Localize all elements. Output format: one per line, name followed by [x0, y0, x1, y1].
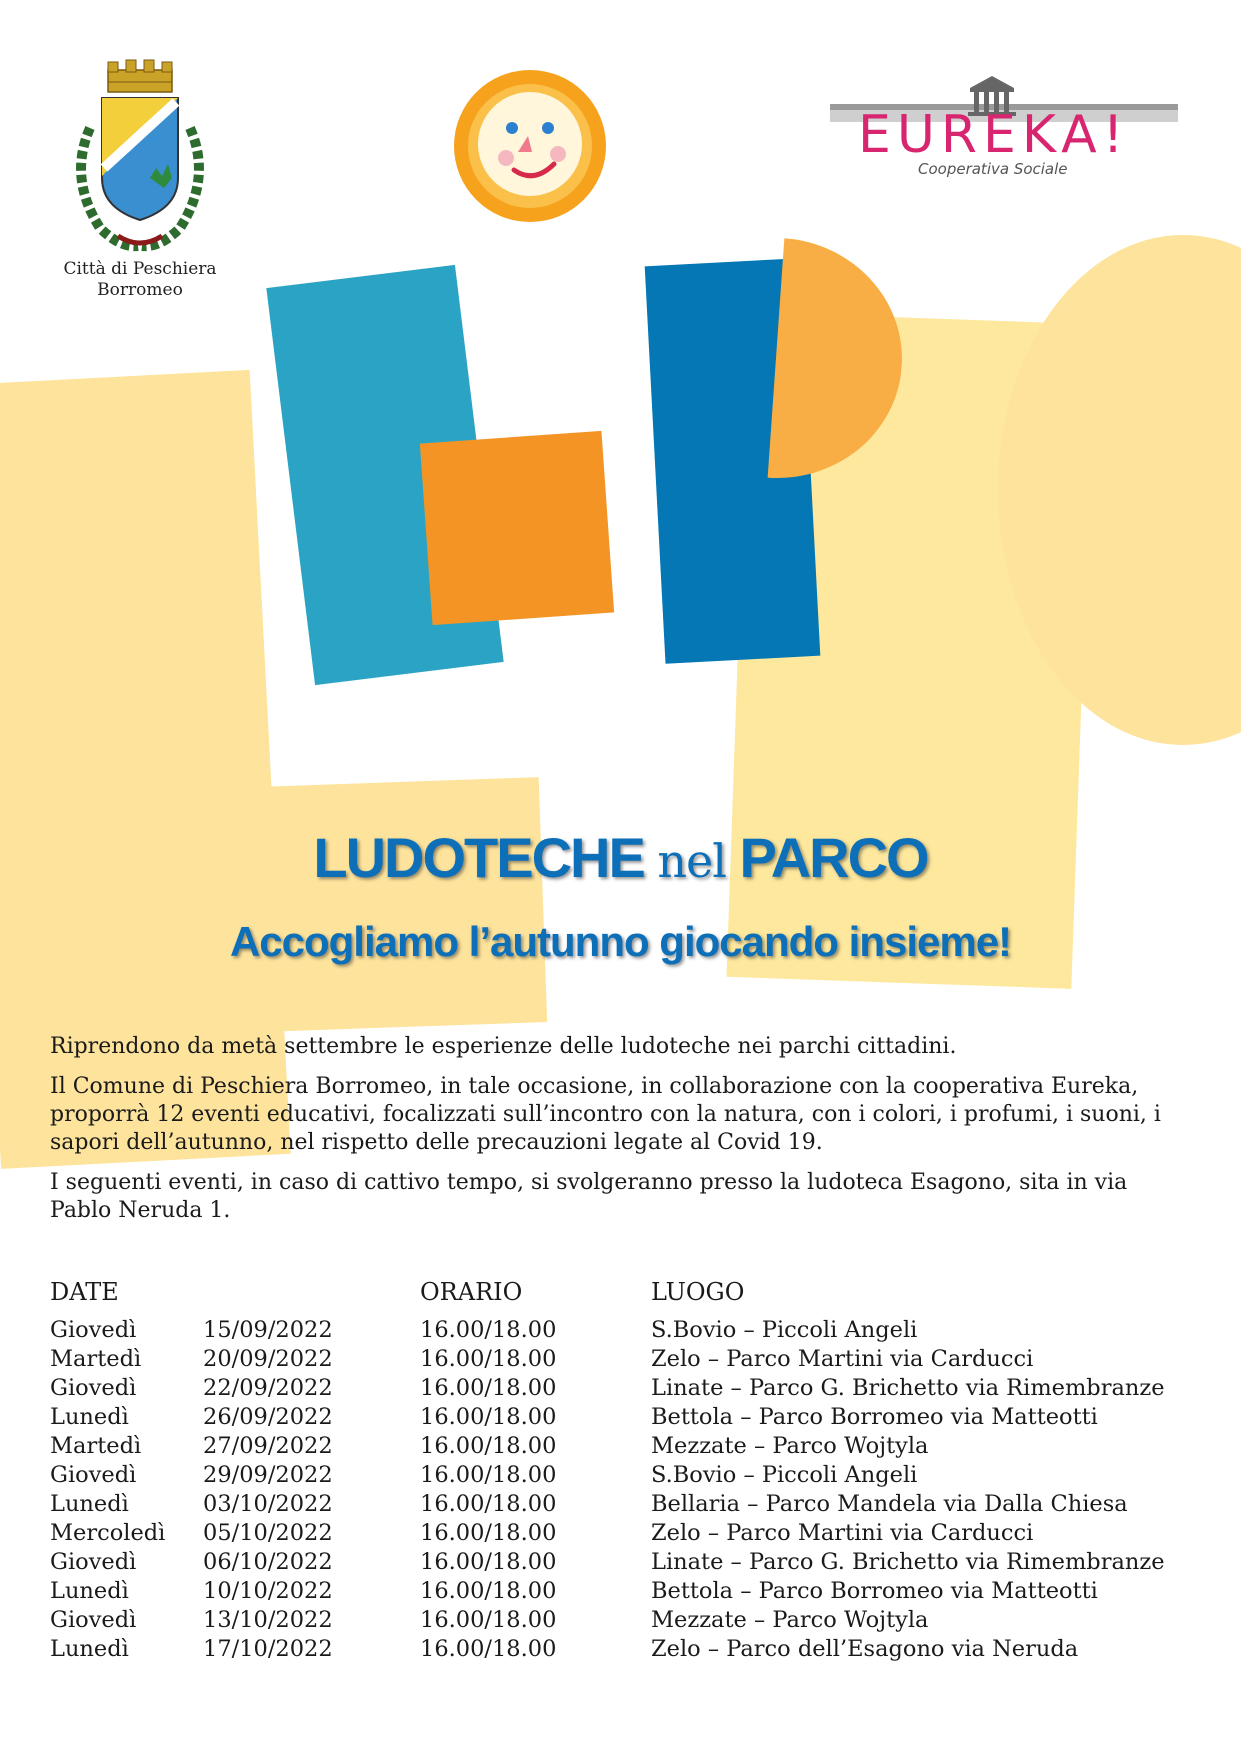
row-place: S.Bovio – Piccoli Angeli — [651, 1462, 918, 1488]
row-place: Mezzate – Parco Wojtyla — [651, 1433, 929, 1459]
header-place: LUOGO — [651, 1278, 745, 1306]
title-part1: LUDOTECHE — [313, 826, 644, 889]
eureka-wordmark: EUREKA! — [858, 105, 1130, 165]
row-time: 16.00/18.00 — [420, 1636, 557, 1662]
row-day: Giovedì — [50, 1317, 137, 1343]
row-date: 29/09/2022 — [203, 1462, 333, 1488]
schedule-table — [50, 1278, 1200, 1664]
schedule-row — [50, 1577, 1200, 1606]
intro-paragraph: I seguenti eventi, in caso di cattivo tempo, si svolgeranno presso la ludoteca Esagono, sita in via Pablo Neruda 1. — [50, 1170, 1128, 1223]
intro-paragraph: Il Comune di Peschiera Borromeo, in tale occasione, in collaborazione con la cooperativa Eureka, proporrà 12 eventi educativi, focalizzati sull’incontro con la natura, con i colori, i profumi, i suoni, i sapori dell’autunno, nel rispetto delle precauzioni legate al Covid 19. — [50, 1074, 1161, 1155]
row-day: Lunedì — [50, 1404, 129, 1430]
row-place: Mezzate – Parco Wojtyla — [651, 1607, 929, 1633]
row-date: 06/10/2022 — [203, 1549, 333, 1575]
header-date: DATE — [50, 1278, 119, 1306]
row-place: Linate – Parco G. Brichetto via Rimembranze — [651, 1375, 1165, 1401]
schedule-row — [50, 1606, 1200, 1635]
row-place: Bettola – Parco Borromeo via Matteotti — [651, 1578, 1098, 1604]
row-date: 03/10/2022 — [203, 1491, 333, 1517]
schedule-row — [50, 1345, 1200, 1374]
row-time: 16.00/18.00 — [420, 1404, 557, 1430]
row-date: 05/10/2022 — [203, 1520, 333, 1546]
row-time: 16.00/18.00 — [420, 1491, 557, 1517]
municipality-caption-line2: Borromeo — [97, 280, 183, 300]
page-subtitle: Accogliamo l’autunno giocando insieme! — [229, 918, 1012, 965]
row-place: S.Bovio – Piccoli Angeli — [651, 1317, 918, 1343]
row-time: 16.00/18.00 — [420, 1578, 557, 1604]
intro-text — [50, 1033, 1190, 1237]
schedule-row — [50, 1490, 1200, 1519]
row-place: Linate – Parco G. Brichetto via Rimembranze — [651, 1549, 1165, 1575]
intro-paragraph: Riprendono da metà settembre le esperienze delle ludoteche nei parchi cittadini. — [50, 1034, 957, 1059]
header-time: ORARIO — [420, 1278, 523, 1306]
row-day: Martedì — [50, 1433, 142, 1459]
row-date: 27/09/2022 — [203, 1433, 333, 1459]
row-day: Lunedì — [50, 1491, 129, 1517]
row-date: 26/09/2022 — [203, 1404, 333, 1430]
schedule-row — [50, 1461, 1200, 1490]
title-part3: PARCO — [739, 826, 928, 889]
row-time: 16.00/18.00 — [420, 1375, 557, 1401]
municipality-crest-logo — [60, 58, 220, 258]
row-time: 16.00/18.00 — [420, 1549, 557, 1575]
row-place: Zelo – Parco Martini via Carducci — [651, 1346, 1034, 1372]
decor-orange-square — [420, 431, 614, 625]
row-place: Bellaria – Parco Mandela via Dalla Chiesa — [651, 1491, 1128, 1517]
eureka-subtitle: Cooperativa Sociale — [918, 160, 1068, 178]
decor-yellow-rect-lower — [199, 777, 547, 1034]
row-time: 16.00/18.00 — [420, 1317, 557, 1343]
schedule-row — [50, 1432, 1200, 1461]
row-place: Zelo – Parco Martini via Carducci — [651, 1520, 1034, 1546]
schedule-row — [50, 1374, 1200, 1403]
row-time: 16.00/18.00 — [420, 1607, 557, 1633]
schedule-header-row — [50, 1278, 1200, 1316]
row-date: 13/10/2022 — [203, 1607, 333, 1633]
row-date: 10/10/2022 — [203, 1578, 333, 1604]
row-date: 15/09/2022 — [203, 1317, 333, 1343]
row-day: Giovedì — [50, 1375, 137, 1401]
sun-face-logo — [450, 66, 610, 226]
row-day: Giovedì — [50, 1607, 137, 1633]
row-day: Lunedì — [50, 1578, 129, 1604]
row-day: Mercoledì — [50, 1520, 166, 1546]
row-time: 16.00/18.00 — [420, 1462, 557, 1488]
schedule-row — [50, 1635, 1200, 1664]
title-part2: nel — [657, 834, 726, 888]
schedule-row — [50, 1519, 1200, 1548]
row-date: 22/09/2022 — [203, 1375, 333, 1401]
row-day: Lunedì — [50, 1636, 129, 1662]
row-place: Bettola – Parco Borromeo via Matteotti — [651, 1404, 1098, 1430]
row-time: 16.00/18.00 — [420, 1433, 557, 1459]
row-day: Giovedì — [50, 1549, 137, 1575]
row-date: 20/09/2022 — [203, 1346, 333, 1372]
schedule-rows — [50, 1316, 1200, 1664]
row-place: Zelo – Parco dell’Esagono via Neruda — [651, 1636, 1079, 1662]
municipality-caption — [40, 259, 240, 301]
row-day: Giovedì — [50, 1462, 137, 1488]
row-time: 16.00/18.00 — [420, 1346, 557, 1372]
municipality-caption-line1: Città di Peschiera — [63, 259, 217, 279]
row-day: Martedì — [50, 1346, 142, 1372]
row-date: 17/10/2022 — [203, 1636, 333, 1662]
schedule-row — [50, 1316, 1200, 1345]
schedule-row — [50, 1403, 1200, 1432]
page-title — [0, 825, 1241, 890]
schedule-row — [50, 1548, 1200, 1577]
row-time: 16.00/18.00 — [420, 1520, 557, 1546]
